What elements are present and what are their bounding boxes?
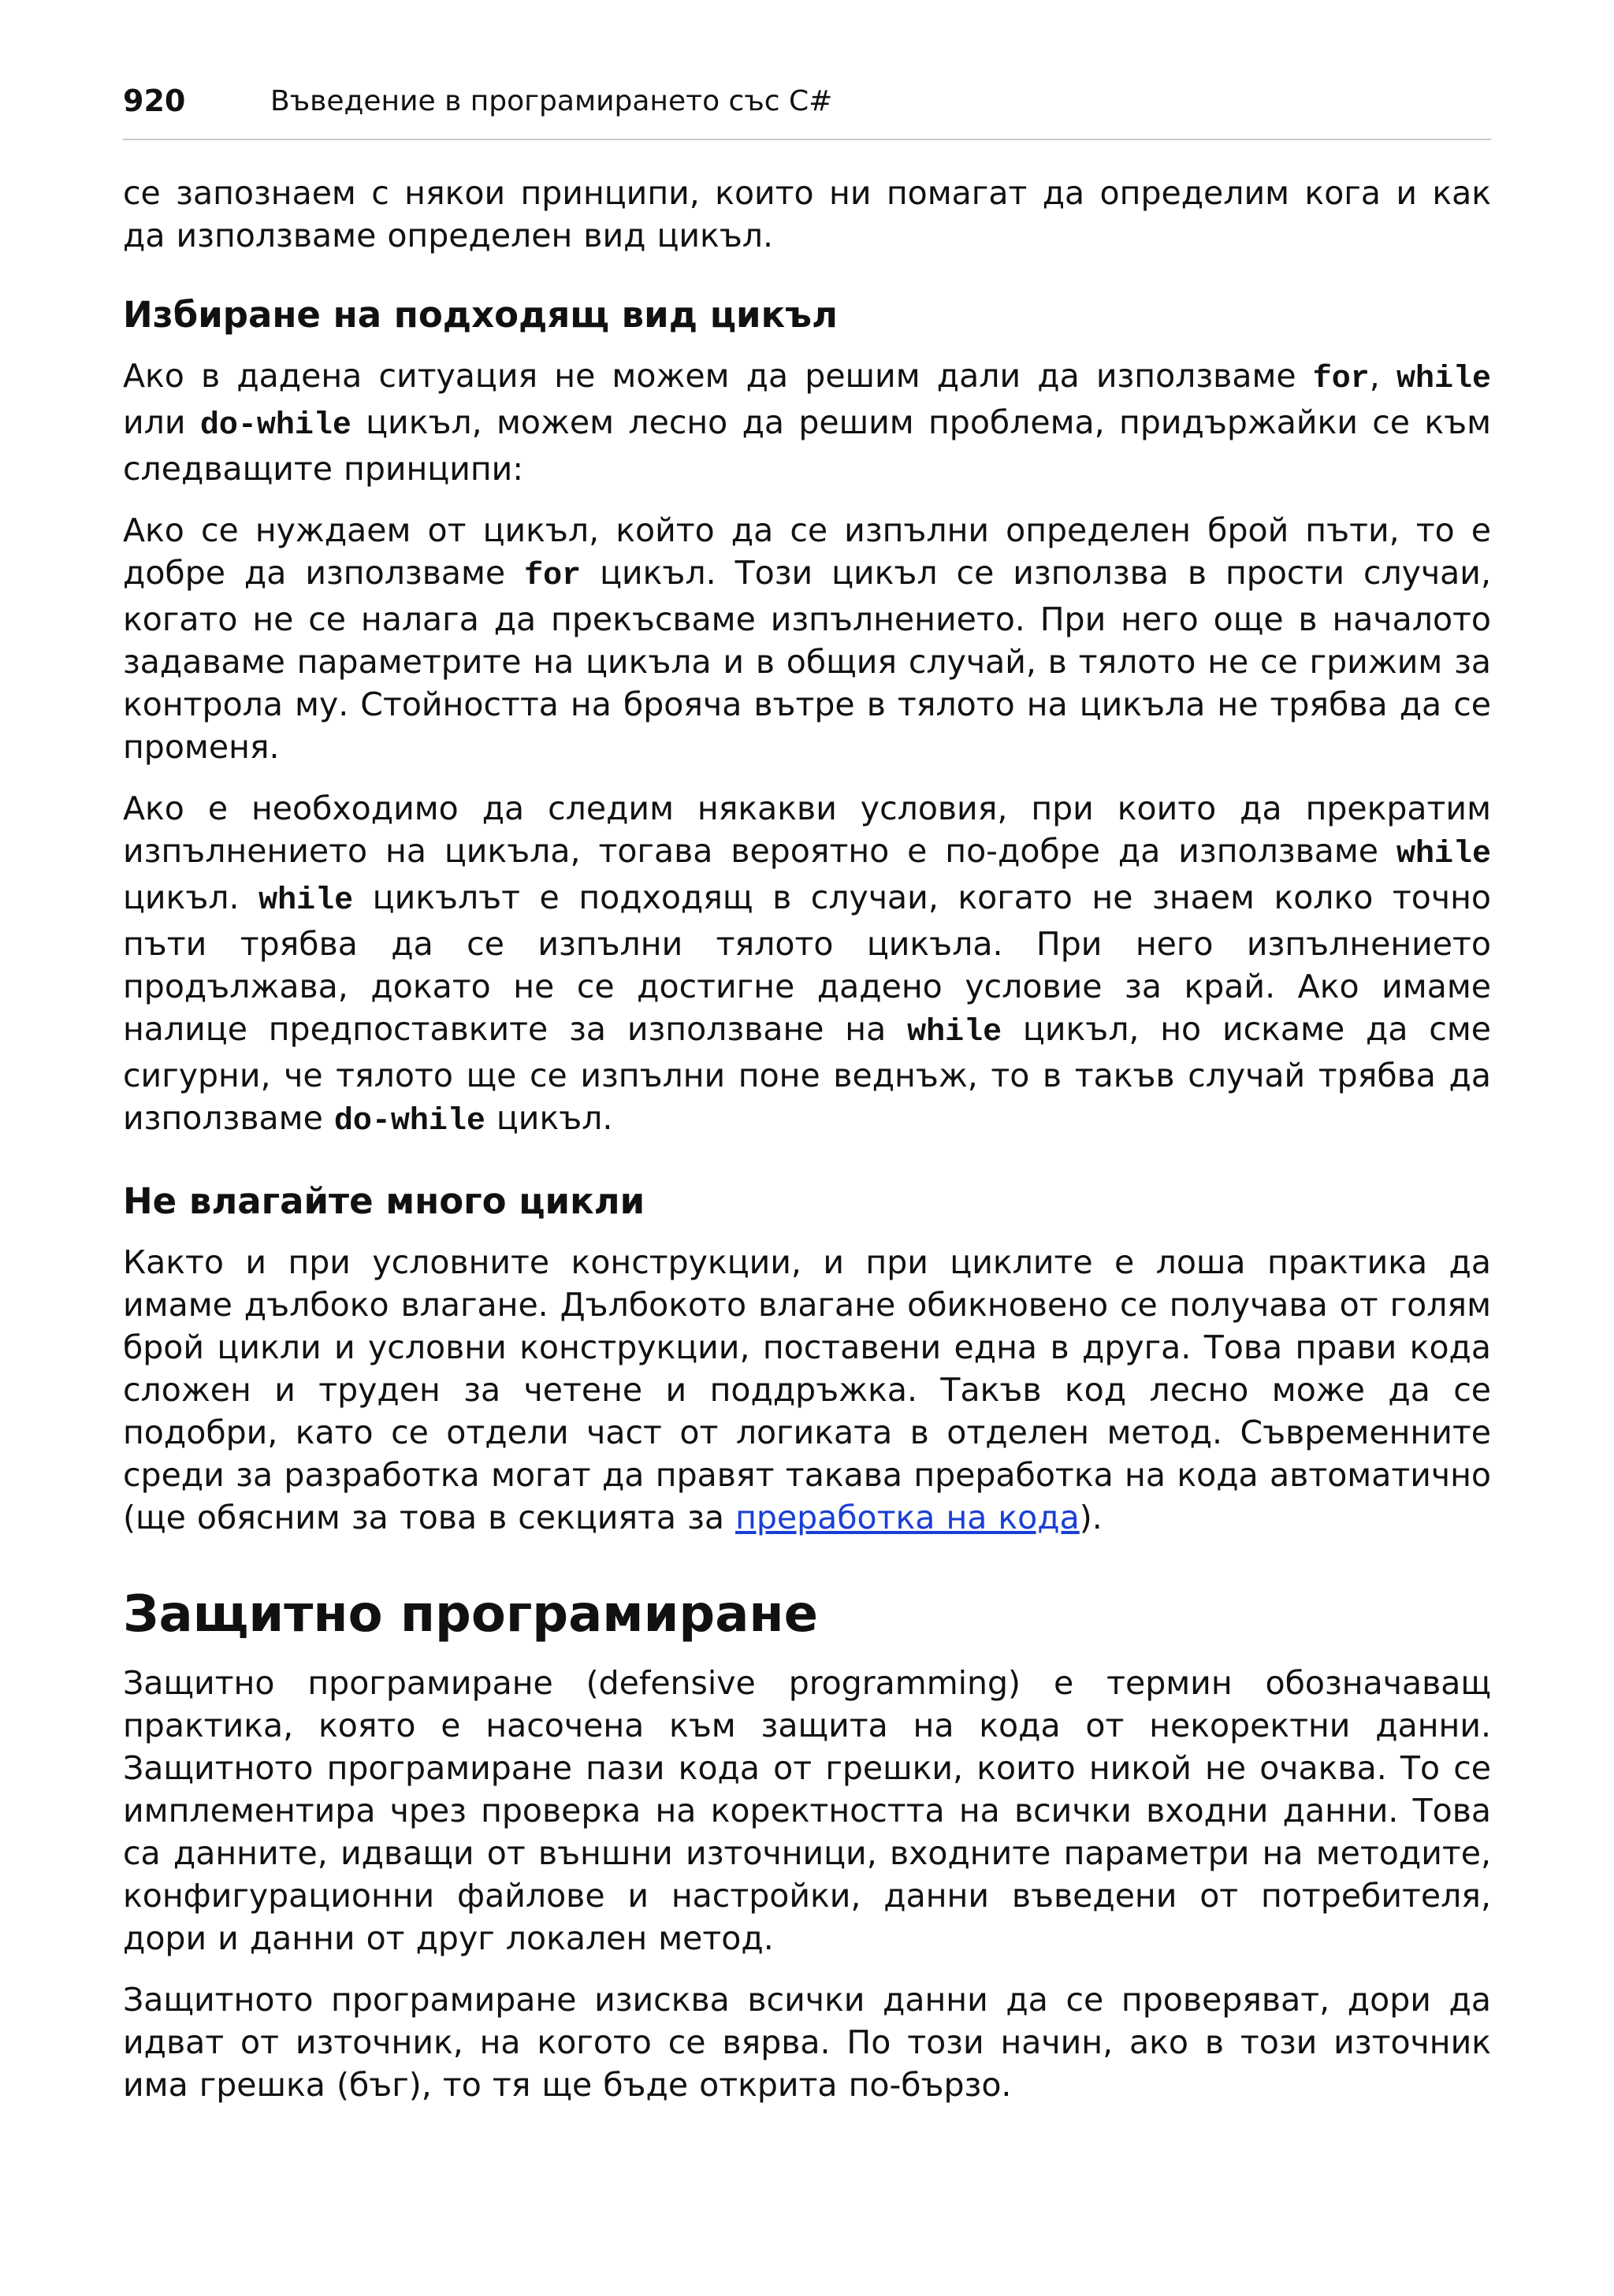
defensive-paragraph-2: Защитното програмиране изисква всички данни да се проверяват, дори да идват от източник, на когото се вярва. По този начин, ако в този източник има грешка (бъг), то тя ще бъде открита по-бързо. [123,1981,1491,2104]
page-content [123,172,1491,2106]
text-run: Както и при условните конструкции, и при циклите е лоша практика да имаме дълбоко влагане. Дълбокото влагане обикновено се получава от голям брой цикли и условни конструкции, поставени една в друга. Това прави кода сложен и труден за четене и поддръжка. Такъв код лесно може да се подобри, като се отдели част от логиката в отделен метод. Съвременните среди за разработка могат да правят такава преработка на кода автоматично (ще обясним за това в секцията за [123,1243,1491,1536]
nesting-paragraph [123,1241,1491,1539]
heading-loop-choice: Избиране на подходящ вид цикъл [123,294,838,336]
code-while: while [258,883,354,919]
text-run: цикъл, но искаме да сме сигурни, че тялото ще се изпълни поне веднъж, то в такъв случай трябва да използваме [123,1010,1492,1137]
text-run: цикълът е подходящ в случаи, когато не знаем колко точно пъти трябва да се изпълни тялото цикъла. При него изпълнението продължава, докато не се достигне дадено условие за край. Ако имаме налице предпоставките за използване на [123,879,1491,1048]
text-run: или [123,403,200,441]
loop-choice-paragraph-3 [123,787,1491,1143]
text-run: , [1369,357,1396,395]
text-run: Ако е необходимо да следим някакви условия, при които да прекратим изпълнението на цикъла, тогава вероятно е по-добре да използваме [123,789,1491,870]
text-run: цикъл. Този цикъл се използва в прости случаи, когато не се налага да прекъсваме изпълнението. При него още в началото задаваме параметрите на цикъла и в общия случай, в тялото не се грижим за контрола му. Стойността на брояча вътре в тялото на цикъла не трябва да се променя. [123,554,1491,766]
running-title: Въведение в програмирането със C# [270,85,833,117]
code-while: while [907,1015,1002,1050]
text-run: цикъл. [485,1099,613,1137]
page-number: 920 [123,84,186,118]
text-run: Ако се нуждаем от цикъл, който да се изпълни определен брой пъти, то е добре да използваме [123,511,1491,592]
heading-nesting: Не влагайте много цикли [123,1180,645,1222]
intro-paragraph: се запознаем с някои принципи, които ни помагат да определим кога и как да използваме определен вид цикъл. [123,174,1491,254]
code-do-while: do-while [333,1104,485,1139]
loop-choice-paragraph-2 [123,509,1491,768]
code-do-while: do-while [199,408,351,444]
refactoring-link[interactable]: преработка на кода [735,1499,1080,1536]
heading-defensive-programming: Защитно програмиране [123,1585,819,1644]
code-for: for [524,559,582,594]
code-while: while [1396,837,1491,872]
text-run: Ако в дадена ситуация не можем да решим дали да използваме [123,357,1313,395]
text-run: цикъл. [123,879,259,916]
code-while: while [1396,362,1491,397]
text-run: цикъл, можем лесно да решим проблема, придържайки се към следващите принципи: [123,403,1492,488]
loop-choice-paragraph-1 [123,355,1491,490]
defensive-paragraph-1: Защитно програмиране (defensive programming) е термин обозначаващ практика, която е насочена към защита на кода от некоректни данни. Защитното програмиране пази кода от грешки, които никой не очаква. То се имплементира чрез проверка на коректността на всички входни данни. Това са данните, идващи от външни източници, входните параметри на методите, конфигурационни файлове и настройки, данни въведени от потребителя, дори и данни от друг локален метод. [123,1664,1491,1957]
text-run: ). [1079,1499,1103,1536]
page-header [123,79,1491,140]
code-for: for [1312,362,1370,397]
